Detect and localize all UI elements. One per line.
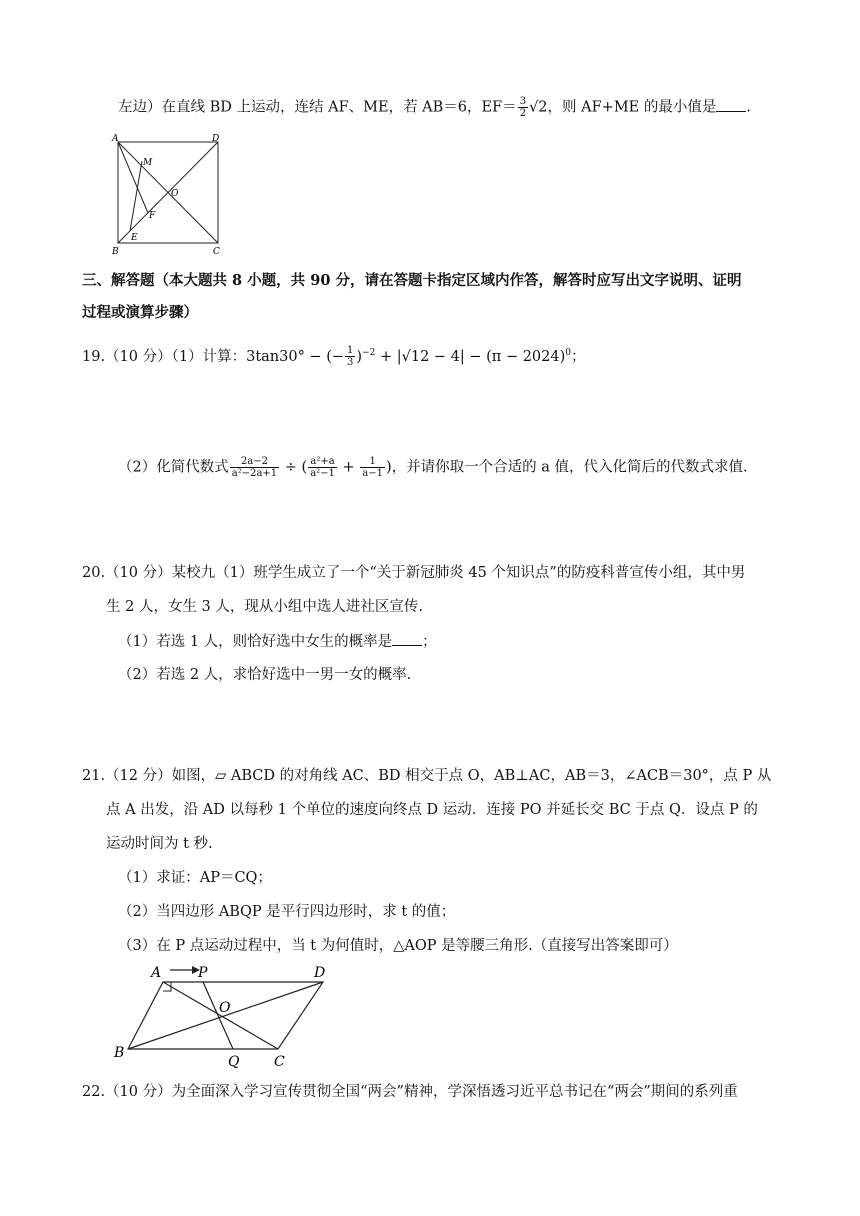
label-o: O bbox=[171, 189, 179, 199]
q21-line1: 21.（12 分）如图，▱ ABCD 的对角线 AC、BD 相交于点 O，AB⊥AC，AB＝3，∠ACB＝30°，点 P 从 bbox=[82, 768, 772, 784]
q18-answer-blank[interactable] bbox=[716, 97, 746, 112]
q19-part1: 19.（10 分）（1）计算：3tan30° − (− $\frac{1}{3}$ )$^{-2} + |√12 - 4| - (\pi - 2024)^0$； bbox=[82, 345, 586, 369]
q21-line2: 点 A 出发，沿 AD 以每秒 1 个单位的速度向终点 D 运动．连接 PO 并延长交 BC 于点 Q．设点 P 的 bbox=[106, 802, 758, 818]
label-c: C bbox=[213, 247, 220, 257]
label-m: M bbox=[143, 158, 153, 168]
section3-heading-line1: 三、解答题（本大题共 8 小题，共 90 分，请在答题卡指定区域内作答，解答时应写出文字说明、证明 bbox=[82, 272, 742, 289]
q20-line2: 生 2 人，女生 3 人，现从小组中选人进社区宣传. bbox=[106, 599, 423, 615]
q19-part2: （2）化简代数式 $\frac{2a-2}{\text{a²−2a+1}}$ ÷ ( $\frac{\text{a²+a}}{\text{a²−1}}$ + $\frac{1}{a-1}$ )，并请你取一个合适的 a 值，代入化简后的代数式求值. bbox=[118, 456, 748, 479]
label-e: E bbox=[131, 233, 138, 243]
section3-heading-line2: 过程或演算步骤） bbox=[82, 304, 198, 321]
q18-text-b: √2，则 AF+ME 的最小值是 bbox=[529, 99, 717, 116]
label-o: O bbox=[219, 1000, 231, 1016]
label-f: F bbox=[149, 211, 156, 221]
label-a: A bbox=[151, 965, 162, 981]
label-a: A bbox=[112, 134, 119, 144]
label-b: B bbox=[112, 247, 119, 257]
q18-square-figure bbox=[108, 130, 228, 258]
q18-text-a: 左边）在直线 BD 上运动，连结 AF、ME，若 AB＝6，EF＝ bbox=[118, 99, 517, 116]
q20-line3: （1）若选 1 人，则恰好选中女生的概率是 ； bbox=[118, 631, 437, 652]
q22-line1: 22.（10 分）为全面深入学习宣传贯彻全国“两会”精神，学深悟透习近平总书记在“两会”期间的系列重 bbox=[82, 1084, 738, 1100]
segment-af bbox=[118, 142, 148, 213]
q19-fraction-third: $\frac{1}{3}$ bbox=[347, 345, 354, 369]
label-d: D bbox=[314, 965, 326, 981]
q21-line4: （1）求证：AP＝CQ； bbox=[118, 870, 272, 886]
q21-line5: （2）当四边形 ABQP 是平行四边形时，求 t 的值； bbox=[118, 904, 456, 920]
label-q: Q bbox=[228, 1054, 240, 1070]
q19-fraction-3: $\frac{1}{a-1}$ bbox=[362, 456, 383, 479]
q18-fraction: $\frac{3}{2}$ bbox=[519, 96, 527, 119]
q19-fraction-2: $\frac{\text{a²+a}}{\text{a²−1}}$ bbox=[310, 456, 335, 479]
q20-line4: （2）若选 2 人，求恰好选中一男一女的概率. bbox=[118, 667, 412, 683]
q20-line1: 20.（10 分）某校九（1）班学生成立了一个“关于新冠肺炎 45 个知识点”的防疫科普宣传小组，其中男 bbox=[82, 565, 746, 581]
label-c: C bbox=[274, 1054, 285, 1070]
label-b: B bbox=[114, 1045, 125, 1061]
q19-fraction-1: $\frac{2a-2}{\text{a²−2a+1}}$ bbox=[231, 456, 278, 479]
q21-line3: 运动时间为 t 秒. bbox=[106, 836, 213, 852]
q21-parallelogram-figure bbox=[108, 962, 338, 1070]
label-d: D bbox=[212, 134, 220, 144]
q18-text-line: 左边）在直线 BD 上运动，连结 AF、ME，若 AB＝6，EF＝ $\frac{3}{2}$ √2，则 AF+ME 的最小值是 . bbox=[118, 96, 751, 119]
label-p: P bbox=[198, 965, 208, 981]
q20-answer-blank[interactable] bbox=[392, 631, 422, 646]
q21-line6: （3）在 P 点运动过程中，当 t 为何值时，△AOP 是等腰三角形.（直接写出答案即可） bbox=[118, 938, 678, 954]
